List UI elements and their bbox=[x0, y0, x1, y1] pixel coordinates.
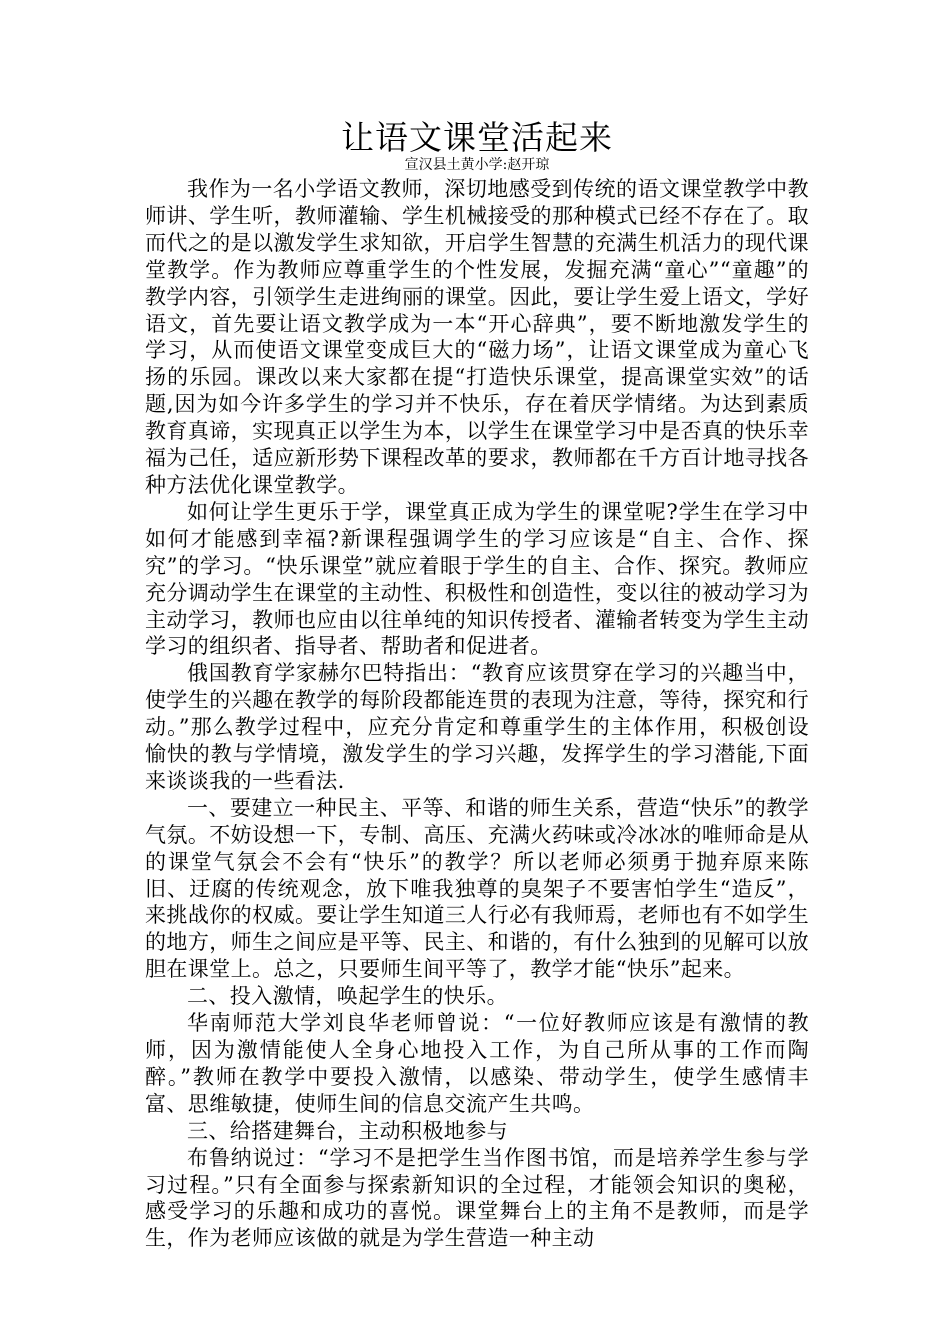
document-page bbox=[145, 118, 809, 1252]
paragraph-6: 华南师范大学刘良华老师曾说：“一位好教师应该是有激情的教师，因为激情能使人全身心地投入工作，为自己所从事的工作而陶醉。”教师在教学中要投入激情，以感染、带动学生，使学生感情丰富、思维敏捷，使师生间的信息交流产生共鸣。 bbox=[145, 1011, 809, 1116]
paragraph-4: 一、要建立一种民主、平等、和谐的师生关系，营造“快乐”的教学气氛。不妨设想一下，专制、高压、充满火药味或冷冰冰的唯师命是从的课堂气氛会不会有“快乐”的教学？所以老师必须勇于抛弃原来陈旧、迂腐的传统观念，放下唯我独尊的臭架子不要害怕学生“造反”，来挑战你的权威。要让学生知道三人行必有我师焉，老师也有不如学生的地方，师生之间应是平等、民主、和谐的，有什么独到的见解可以放胆在课堂上。总之，只要师生间平等了，教学才能“快乐”起来。 bbox=[145, 795, 809, 982]
section-heading-3: 三、给搭建舞台，主动积极地参与 bbox=[187, 1118, 508, 1143]
document-title: 让语文课堂活起来 bbox=[341, 118, 613, 157]
paragraph-3: 俄国教育学家赫尔巴特指出：“教育应该贯穿在学习的兴趣当中，使学生的兴趣在教学的每阶段都能连贯的表现为注意，等待，探究和行动。”那么教学过程中，应充分肯定和尊重学生的主体作用，积极创设愉快的教与学情境，激发学生的学习兴趣，发挥学生的学习潜能,下面来谈谈我的一些看法. bbox=[145, 661, 809, 793]
document-author: 宣汉县土黄小学:赵开琼 bbox=[404, 157, 550, 173]
paragraph-2: 如何让学生更乐于学，课堂真正成为学生的课堂呢?学生在学习中如何才能感到幸福?新课程强调学生的学习应该是“自主、合作、探究”的学习。“快乐课堂”就应着眼于学生的自主、合作、探究。教师应充分调动学生在课堂的主动性、积极性和创造性，变以往的被动学习为主动学习，教师也应由以往单纯的知识传授者、灌输者转变为学生主动学习的组织者、指导者、帮助者和促进者。 bbox=[145, 499, 809, 659]
paragraph-8: 布鲁纳说过：“学习不是把学生当作图书馆，而是培养学生参与学习过程。”只有全面参与探索新知识的全过程，才能领会知识的奥秘，感受学习的乐趣和成功的喜悦。课堂舞台上的主角不是教师，而是学生，作为老师应该做的就是为学生营造一种主动 bbox=[145, 1145, 809, 1251]
section-heading-2: 二、投入激情，唤起学生的快乐。 bbox=[187, 984, 508, 1009]
paragraph-1: 我作为一名小学语文教师，深切地感受到传统的语文课堂教学中教师讲、学生听，教师灌输、学生机械接受的那种模式已经不存在了。取而代之的是以激发学生求知欲，开启学生智慧的充满生机活力的现代课堂教学。作为教师应尊重学生的个性发展，发掘充满“童心”“童趣”的教学内容，引领学生走进绚丽的课堂。因此，要让学生爱上语文，学好语文，首先要让语文教学成为一本“开心辞典”，要不断地激发学生的学习，从而使语文课堂变成巨大的“磁力场”，让语文课堂成为童心飞扬的乐园。课改以来大家都在提“打造快乐课堂，提高课堂实效”的话题,因为如今许多学生的学习并不快乐，存在着厌学情绪。为达到素质教育真谛，实现真正以学生为本，以学生在课堂学习中是否真的快乐幸福为己任，适应新形势下课程改革的要求，教师都在千方百计地寻找各种方法优化课堂教学。 bbox=[145, 177, 809, 497]
